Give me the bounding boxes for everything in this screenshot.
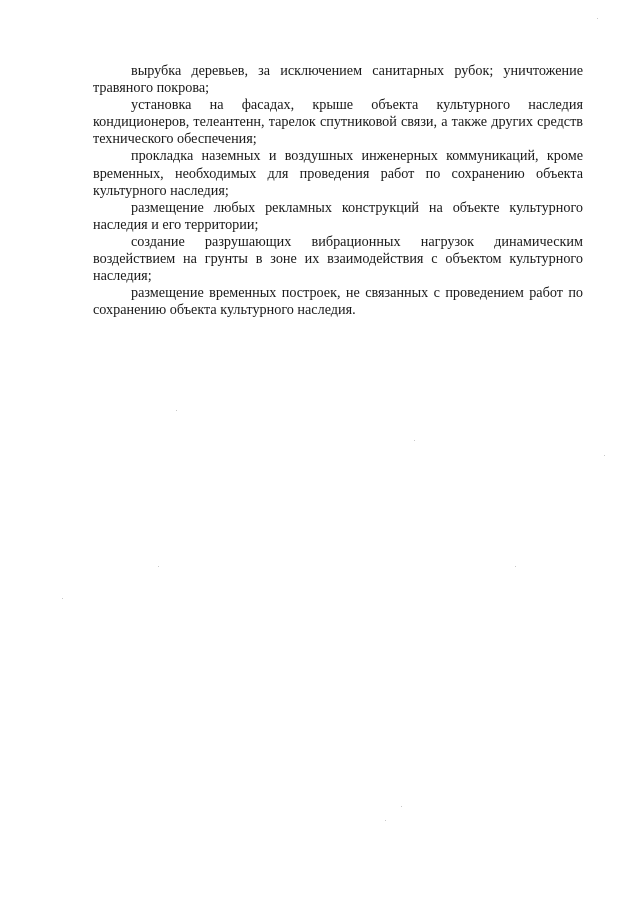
scan-speck (176, 410, 177, 411)
paragraph-utility-laying: прокладка наземных и воздушных инженерных коммуникаций, кроме временных, необходимых для проведения работ по сохранению объекта культурного наследия; (93, 148, 583, 199)
paragraph-tree-felling: вырубка деревьев, за исключением санитарных рубок; уничтожение травяного покрова; (93, 63, 583, 97)
scan-speck (414, 440, 415, 441)
scan-speck (62, 598, 63, 599)
paragraph-temporary-buildings: размещение временных построек, не связанных с проведением работ по сохранению объекта культурного наследия. (93, 285, 583, 319)
scan-speck (515, 566, 516, 567)
paragraph-vibration-loads: создание разрушающих вибрационных нагрузок динамическим воздействием на грунты в зоне их взаимодействия с объектом культурного наследия; (93, 233, 583, 285)
document-body (93, 63, 583, 319)
scan-speck (597, 18, 598, 19)
paragraph-facade-installation: установка на фасадах, крыше объекта культурного наследия кондиционеров, телеантенн, тарелок спутниковой связи, а также других средств технического обеспечения; (93, 97, 583, 148)
scan-speck (158, 566, 159, 567)
scan-speck (604, 455, 605, 456)
scan-speck (401, 806, 402, 807)
scan-speck (385, 820, 386, 821)
paragraph-advertising: размещение любых рекламных конструкций на объекте культурного наследия и его территории; (93, 199, 583, 233)
